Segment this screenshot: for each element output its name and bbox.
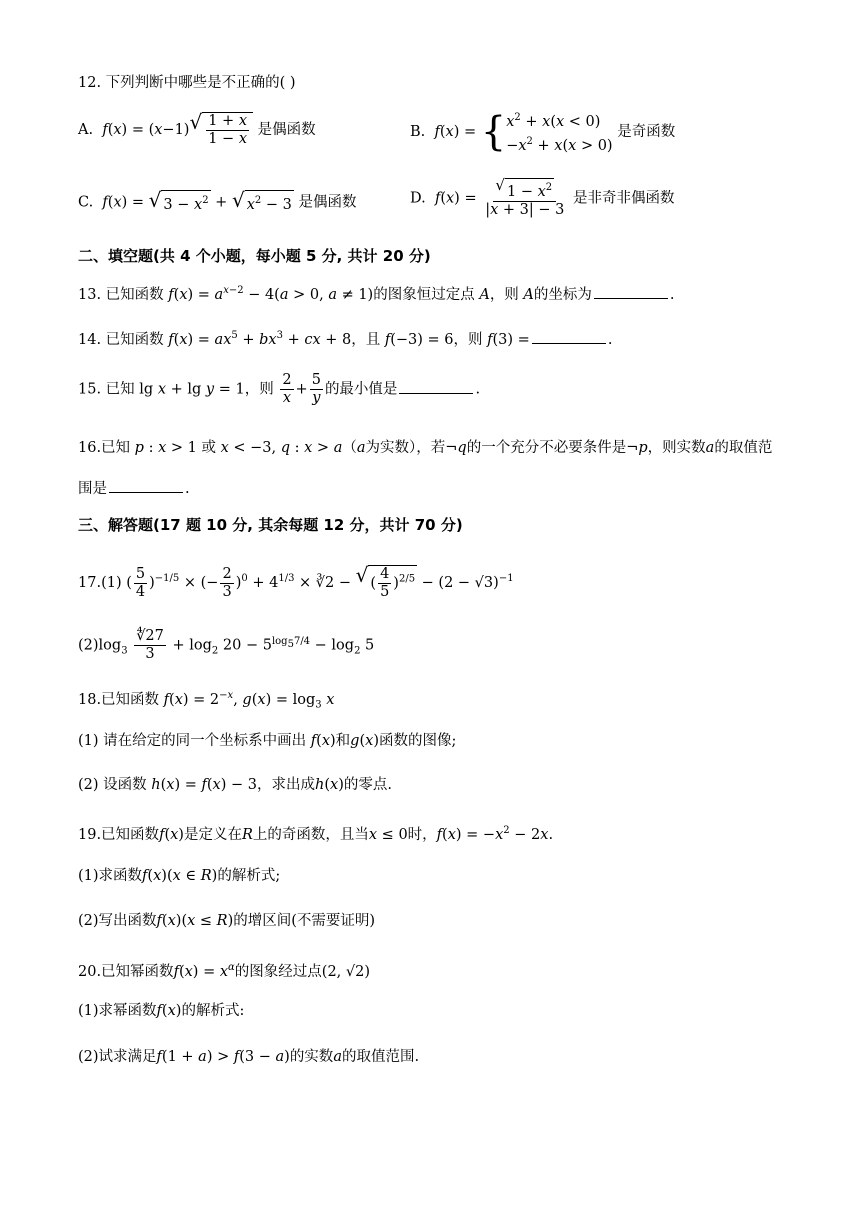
- q20-sub2: (2)试求满足f(1 + a) > f(3 − a)的实数a的取值范围.: [78, 1049, 420, 1065]
- q16-tail2: 的取值范: [714, 440, 773, 456]
- q20-sub2-b: 的实数: [289, 1049, 334, 1065]
- q16-prefix: 16.已知: [78, 440, 131, 456]
- q13-mid: 的图象恒过定点: [373, 286, 475, 303]
- q18-sub1-and: 和: [335, 733, 351, 749]
- q19-sub2-label: (2): [78, 913, 99, 929]
- q20-a: 20.已知幂函数: [78, 963, 174, 980]
- q15-prefix: 15. 已知: [78, 381, 135, 398]
- q18-sub2: (2) 设函数 h(x) = f(x) − 3，求出成h(x)的零点.: [78, 777, 392, 793]
- option-b-suffix: 是奇函数: [617, 123, 676, 140]
- q18-sub2-c: 的零点.: [343, 777, 392, 793]
- q14-end: .: [607, 331, 613, 348]
- q19-sub1-a: 求函数: [98, 868, 143, 884]
- option-c-suffix: 是偶函数: [298, 194, 357, 211]
- q18-sub1-b: 函数的图像;: [379, 733, 457, 749]
- q14: 14. 已知函数 $f(x) = ax^5 + bx^3$ + cx + 8，且 f(−3) = 6，则 f(3) = .: [78, 330, 613, 348]
- q12-option-a: A. f(x) = (x−1) √ $\frac{1 + x}{1 - x}$ 是偶函数: [78, 110, 316, 147]
- q16-paren-note: 为实数），若: [365, 440, 446, 456]
- q18-sub1: (1) 请在给定的同一个坐标系中画出 f(x)和g(x)函数的图像;: [78, 733, 457, 749]
- q18-sub2-a: 设函数: [103, 777, 147, 793]
- q19-d: 时，: [407, 826, 437, 843]
- q16-paren: （: [342, 440, 357, 456]
- q20-sub1-label: (1): [78, 1003, 99, 1019]
- q13-end: .: [669, 286, 675, 303]
- q18-stem: 18.已知函数 $f(x) = 2^{-x}$, $g(x) = \log_3 x$: [78, 690, 335, 711]
- q13-tail: ，则: [489, 286, 519, 303]
- q16-tail: ，则实数: [647, 440, 706, 456]
- q20-sub1-a: 求幂函数: [98, 1003, 157, 1019]
- q18-sub2-label: (2): [78, 777, 99, 793]
- q17-part2-label: (2): [78, 637, 99, 654]
- q12-stem: 12. 下列判断中哪些是不正确的( ): [78, 75, 296, 91]
- q12-option-c: C. f(x) = √ $3 - x^2$ + √ $x^2 - 3$ 是偶函数: [78, 188, 357, 213]
- q15-end: .: [475, 381, 481, 398]
- q14-mid: ，且: [351, 331, 381, 348]
- q16-end: .: [185, 481, 190, 497]
- option-b-label: B.: [410, 123, 426, 140]
- q16-line2-text: 围是: [78, 481, 107, 497]
- q16-line2: [78, 478, 820, 499]
- q14-mid2: ，则: [453, 331, 483, 348]
- q12-option-b: B. f(x) = { $x^2 + x(x < 0)$ $-x^2 + x(x > 0)$ 是奇函数: [410, 108, 676, 155]
- q18-sub1-label: (1): [78, 733, 99, 749]
- q16-line1: 16.已知 p : x > 1 或 x < −3, q : x > a（a为实数），若¬q的一个充分不必要条件是¬p，则实数a的取值范: [78, 440, 773, 456]
- option-a-suffix: 是偶函数: [257, 122, 316, 138]
- q17-label: 17.: [78, 575, 102, 591]
- q13-tail2: 的坐标为: [533, 286, 592, 303]
- q17-part2: $(2)\log_3$ $\frac{∜27}{3}$ + $\log_2 20 - 5^{log_57/4} - \log_2 5$: [78, 628, 375, 662]
- q19-b: 是定义在: [183, 826, 242, 843]
- q17-part1-label: (1): [101, 575, 122, 591]
- q16-mid: 的一个充分不必要条件是: [466, 440, 627, 456]
- q19-a: 19.已知函数: [78, 826, 160, 843]
- q20-sub2-label: (2): [78, 1049, 99, 1065]
- q20-sub2-c: 的取值范围.: [341, 1049, 420, 1065]
- q19-c: 上的奇函数，且当: [252, 826, 369, 843]
- answer-blank[interactable]: [532, 329, 606, 344]
- q15-tail: 的最小值是: [324, 381, 398, 398]
- q19-stem: 19.已知函数f(x)是定义在R上的奇函数，且当x ≤ 0时，$f(x) = -x^2 - 2x$.: [78, 825, 554, 843]
- q18-prefix: 18.已知函数: [78, 691, 160, 708]
- q20-sub1-b: 的解析式:: [181, 1003, 245, 1019]
- answer-blank[interactable]: [109, 478, 183, 493]
- q19-sub2-b: 的增区间(不需要证明): [233, 913, 376, 929]
- q18-sub2-b: ，求出成: [256, 777, 315, 793]
- option-c-label: C.: [78, 194, 94, 211]
- q18-sub1-a: 请在给定的同一个坐标系中画出: [103, 733, 307, 749]
- q12-option-d: D. f(x) = √ $1 - x^2$ |x + 3| − 3 是非奇非偶函数: [410, 176, 675, 218]
- q19-sub1: (1)求函数f(x)(x ∈ R)的解析式;: [78, 868, 281, 884]
- q13-prefix: 13. 已知函数: [78, 286, 164, 303]
- q19-end: .: [548, 826, 554, 843]
- option-d-suffix: 是非奇非偶函数: [572, 190, 675, 207]
- section-2-title: 二、填空题(共 4 个小题，每小题 5 分, 共计 20 分): [78, 247, 431, 265]
- q19-sub1-b: 的解析式;: [217, 868, 281, 884]
- option-d-label: D.: [410, 190, 426, 207]
- q15-mid: ，则: [244, 381, 274, 398]
- answer-blank[interactable]: [399, 379, 473, 394]
- q14-prefix: 14. 已知函数: [78, 331, 164, 348]
- q20-b: 的图象经过点: [234, 963, 322, 980]
- section-3-title: 三、解答题(17 题 10 分, 其余每题 12 分，共计 70 分): [78, 516, 463, 534]
- q20-stem: 20.已知幂函数$f(x) = x^\alpha$的图象经过点(2, √2): [78, 962, 371, 980]
- q19-sub1-label: (1): [78, 868, 99, 884]
- q20-sub1: (1)求幂函数f(x)的解析式:: [78, 1003, 245, 1019]
- q19-sub2-a: 写出函数: [98, 913, 157, 929]
- q15: 15. 已知 lg x + lg y = 1，则 $\frac{2}{x}$ + $\frac{5}{y}$ 的最小值是 .: [78, 372, 481, 406]
- q20-sub2-a: 试求满足: [98, 1049, 157, 1065]
- q19-sub2: (2)写出函数f(x)(x ≤ R)的增区间(不需要证明): [78, 913, 376, 929]
- answer-blank[interactable]: [594, 284, 668, 299]
- q13: 13. 已知函数 $f(x) = a^{x-2} - 4(a > 0$, a ≠ 1)的图象恒过定点 A，则 A的坐标为 .: [78, 285, 675, 303]
- q17-part1: 17.(1) ( $\frac{5}{4}$ )$^{-1/5}$ × (− $\frac{2}{3}$ )$^0 + 4^{1/3}$ × ∛2 − √ ( $\frac{4}{5}$ )$^{2/5}$ − $(2 - √3)^{-1}$: [78, 563, 514, 600]
- option-a-label: A.: [78, 122, 94, 138]
